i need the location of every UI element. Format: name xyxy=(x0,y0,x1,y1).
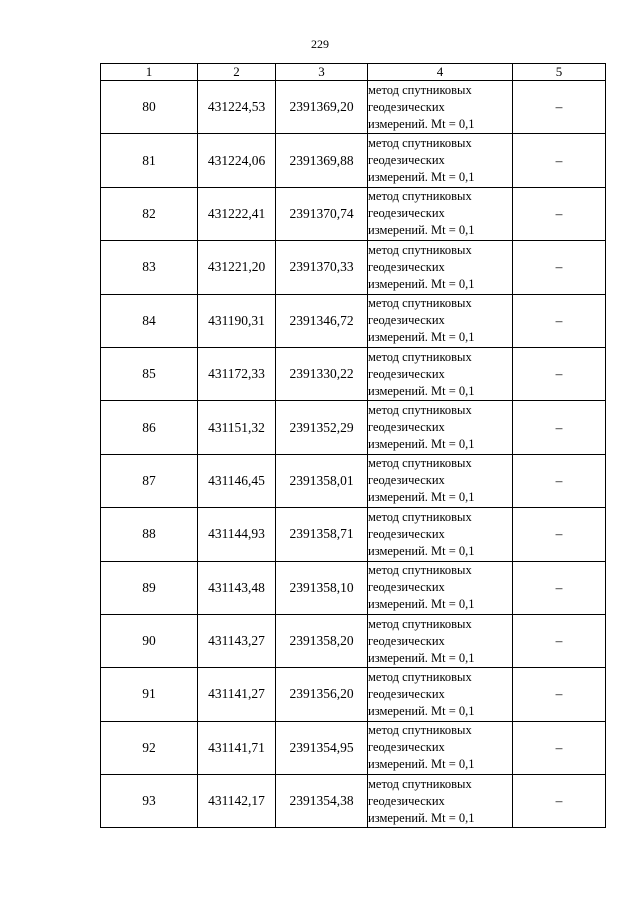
point-number-cell: 85 xyxy=(101,347,198,400)
point-number-cell: 82 xyxy=(101,187,198,240)
coordinates-table xyxy=(100,63,606,828)
note-cell: – xyxy=(513,614,606,667)
method-line: метод спутниковых xyxy=(368,242,472,257)
method-line: измерений. Mt = 0,1 xyxy=(368,650,475,665)
method-cell xyxy=(368,187,513,240)
method-line: измерений. Mt = 0,1 xyxy=(368,543,475,558)
method-line: измерений. Mt = 0,1 xyxy=(368,490,475,505)
point-number-cell: 93 xyxy=(101,775,198,828)
y-coordinate-cell: 2391358,10 xyxy=(276,561,368,614)
y-coordinate-cell: 2391358,71 xyxy=(276,508,368,561)
method-cell xyxy=(368,721,513,774)
method-line: геодезических xyxy=(368,206,445,221)
method-line: измерений. Mt = 0,1 xyxy=(368,223,475,238)
note-cell: – xyxy=(513,454,606,507)
y-coordinate-cell: 2391354,95 xyxy=(276,721,368,774)
method-line: метод спутниковых xyxy=(368,296,472,311)
method-line: измерений. Mt = 0,1 xyxy=(368,383,475,398)
y-coordinate-cell: 2391370,74 xyxy=(276,187,368,240)
header-col-3: 3 xyxy=(276,64,368,81)
method-line: геодезических xyxy=(368,686,445,701)
method-line: измерений. Mt = 0,1 xyxy=(368,597,475,612)
note-cell: – xyxy=(513,508,606,561)
method-cell xyxy=(368,241,513,294)
table-row xyxy=(101,241,606,294)
note-cell: – xyxy=(513,347,606,400)
point-number-cell: 88 xyxy=(101,508,198,561)
point-number-cell: 92 xyxy=(101,721,198,774)
note-cell: – xyxy=(513,81,606,134)
y-coordinate-cell: 2391369,88 xyxy=(276,134,368,187)
method-line: метод спутниковых xyxy=(368,723,472,738)
note-cell: – xyxy=(513,401,606,454)
y-coordinate-cell: 2391346,72 xyxy=(276,294,368,347)
x-coordinate-cell: 431224,53 xyxy=(198,81,276,134)
point-number-cell: 83 xyxy=(101,241,198,294)
method-cell xyxy=(368,668,513,721)
point-number-cell: 89 xyxy=(101,561,198,614)
method-line: метод спутниковых xyxy=(368,456,472,471)
point-number-cell: 84 xyxy=(101,294,198,347)
note-cell: – xyxy=(513,775,606,828)
note-cell: – xyxy=(513,187,606,240)
table-row xyxy=(101,401,606,454)
method-line: метод спутниковых xyxy=(368,776,472,791)
method-line: геодезических xyxy=(368,633,445,648)
method-line: метод спутниковых xyxy=(368,669,472,684)
table-row xyxy=(101,294,606,347)
method-line: метод спутниковых xyxy=(368,616,472,631)
note-cell: – xyxy=(513,134,606,187)
table-body xyxy=(101,81,606,828)
method-line: метод спутниковых xyxy=(368,136,472,151)
method-cell xyxy=(368,508,513,561)
header-col-1: 1 xyxy=(101,64,198,81)
method-line: измерений. Mt = 0,1 xyxy=(368,330,475,345)
x-coordinate-cell: 431142,17 xyxy=(198,775,276,828)
page-number: 229 xyxy=(311,37,329,51)
table-row xyxy=(101,508,606,561)
method-cell xyxy=(368,294,513,347)
method-line: геодезических xyxy=(368,420,445,435)
table-row xyxy=(101,81,606,134)
note-cell: – xyxy=(513,561,606,614)
point-number-cell: 80 xyxy=(101,81,198,134)
header-col-5: 5 xyxy=(513,64,606,81)
method-cell xyxy=(368,614,513,667)
table-row xyxy=(101,187,606,240)
method-line: измерений. Mt = 0,1 xyxy=(368,170,475,185)
method-line: метод спутниковых xyxy=(368,403,472,418)
table-row xyxy=(101,614,606,667)
point-number-cell: 86 xyxy=(101,401,198,454)
method-line: измерений. Mt = 0,1 xyxy=(368,810,475,825)
note-cell: – xyxy=(513,294,606,347)
method-line: геодезических xyxy=(368,366,445,381)
table-row xyxy=(101,561,606,614)
x-coordinate-cell: 431172,33 xyxy=(198,347,276,400)
method-line: метод спутниковых xyxy=(368,189,472,204)
header-col-4: 4 xyxy=(368,64,513,81)
method-line: метод спутниковых xyxy=(368,349,472,364)
note-cell: – xyxy=(513,721,606,774)
method-line: геодезических xyxy=(368,99,445,114)
method-cell xyxy=(368,775,513,828)
y-coordinate-cell: 2391358,01 xyxy=(276,454,368,507)
method-line: геодезических xyxy=(368,259,445,274)
method-line: измерений. Mt = 0,1 xyxy=(368,276,475,291)
x-coordinate-cell: 431224,06 xyxy=(198,134,276,187)
table-row xyxy=(101,454,606,507)
header-row xyxy=(101,64,606,81)
method-cell xyxy=(368,561,513,614)
method-line: геодезических xyxy=(368,793,445,808)
method-line: метод спутниковых xyxy=(368,563,472,578)
method-line: геодезических xyxy=(368,740,445,755)
x-coordinate-cell: 431143,48 xyxy=(198,561,276,614)
table-row xyxy=(101,134,606,187)
y-coordinate-cell: 2391330,22 xyxy=(276,347,368,400)
method-line: метод спутниковых xyxy=(368,82,472,97)
x-coordinate-cell: 431141,71 xyxy=(198,721,276,774)
x-coordinate-cell: 431146,45 xyxy=(198,454,276,507)
method-line: геодезических xyxy=(368,473,445,488)
method-cell xyxy=(368,81,513,134)
x-coordinate-cell: 431222,41 xyxy=(198,187,276,240)
note-cell: – xyxy=(513,241,606,294)
note-cell: – xyxy=(513,668,606,721)
point-number-cell: 81 xyxy=(101,134,198,187)
table-row xyxy=(101,721,606,774)
y-coordinate-cell: 2391352,29 xyxy=(276,401,368,454)
x-coordinate-cell: 431221,20 xyxy=(198,241,276,294)
method-line: измерений. Mt = 0,1 xyxy=(368,703,475,718)
method-line: геодезических xyxy=(368,580,445,595)
method-cell xyxy=(368,401,513,454)
method-cell xyxy=(368,454,513,507)
y-coordinate-cell: 2391358,20 xyxy=(276,614,368,667)
y-coordinate-cell: 2391370,33 xyxy=(276,241,368,294)
method-line: измерений. Mt = 0,1 xyxy=(368,437,475,452)
point-number-cell: 90 xyxy=(101,614,198,667)
method-line: геодезических xyxy=(368,153,445,168)
x-coordinate-cell: 431143,27 xyxy=(198,614,276,667)
y-coordinate-cell: 2391354,38 xyxy=(276,775,368,828)
method-line: геодезических xyxy=(368,526,445,541)
y-coordinate-cell: 2391356,20 xyxy=(276,668,368,721)
method-line: геодезических xyxy=(368,313,445,328)
method-cell xyxy=(368,134,513,187)
method-line: метод спутниковых xyxy=(368,509,472,524)
x-coordinate-cell: 431144,93 xyxy=(198,508,276,561)
table-row xyxy=(101,775,606,828)
x-coordinate-cell: 431151,32 xyxy=(198,401,276,454)
method-line: измерений. Mt = 0,1 xyxy=(368,757,475,772)
point-number-cell: 87 xyxy=(101,454,198,507)
x-coordinate-cell: 431190,31 xyxy=(198,294,276,347)
x-coordinate-cell: 431141,27 xyxy=(198,668,276,721)
table-row xyxy=(101,347,606,400)
point-number-cell: 91 xyxy=(101,668,198,721)
method-line: измерений. Mt = 0,1 xyxy=(368,116,475,131)
header-col-2: 2 xyxy=(198,64,276,81)
method-cell xyxy=(368,347,513,400)
y-coordinate-cell: 2391369,20 xyxy=(276,81,368,134)
table-row xyxy=(101,668,606,721)
